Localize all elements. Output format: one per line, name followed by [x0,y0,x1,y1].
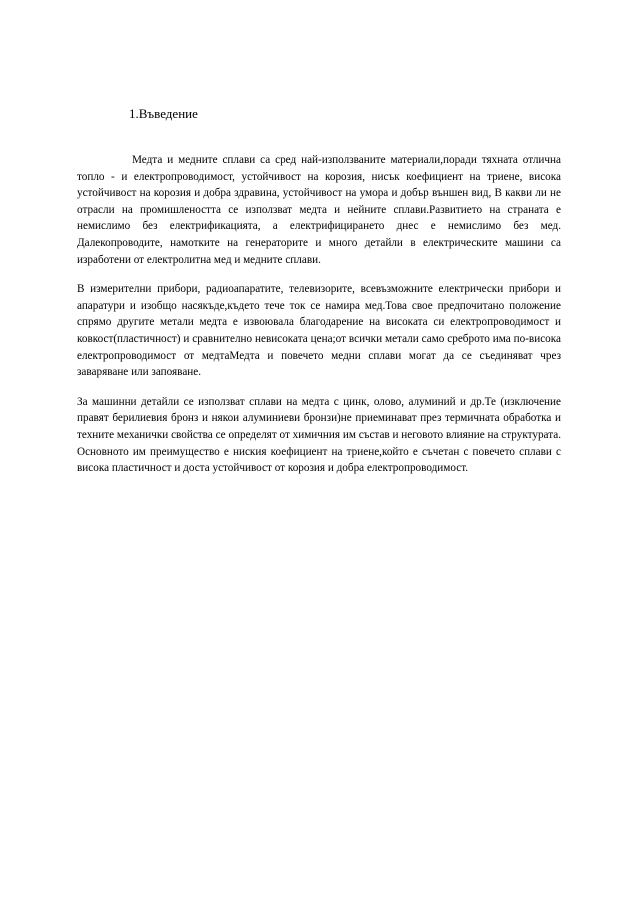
section-heading: 1.Въведение [129,106,198,121]
body-text [77,152,561,490]
paragraph-introduction: Медта и медните сплави са сред най-използваните материали,поради тяхната отлична топло - и електропроводимост, устойчивост на корозия, нисък коефициент на триене, висока устойчивост на корозия и добра здравина, устойчивост на умора и добър външен вид, В какви ли не отрасли на промишлеността се използват медта и нейните сплави.Развитието на страната е немислимо без електрификацията, а електрифицирането днес е немислимо без мед. Далекопроводите, намотките на генераторите и много детайли в електрическите машини са изработени от електролитна мед и медните сплави. [77,154,561,266]
paragraph-machine-parts: За машинни детайли се използват сплави на медта с цинк, олово, алуминий и др.Те (изключение правят берилиевия бронз и някои алуминиеви бронзи)не приеминават през термичната обработка и техните механички свойства се определят от химичния им състав и неговото влияние на структурата. Основното им преимущество е ниския коефициент на триене,който е съчетан с повечето сплави с висока пластичност и доста устойчивост от корозия и добра електропроводимост. [77,395,561,475]
paragraph-applications: В измерителни прибори, радиоапаратите, телевизорите, всевъзможните електрически прибори и апаратури и изобщо насякъде,където тече ток се намира мед.Това свое предпочитано положение спрямо другите метали медта е извоювала благодарение на високата си електропроводимост и ковкост(пластичност) и сравнително невисоката цена;от всички метали само среброто има по-висока електропроводимост от медтаМедта и повечето медни сплави могат да се съединяват чрез заваряване или запояване. [77,283,561,379]
